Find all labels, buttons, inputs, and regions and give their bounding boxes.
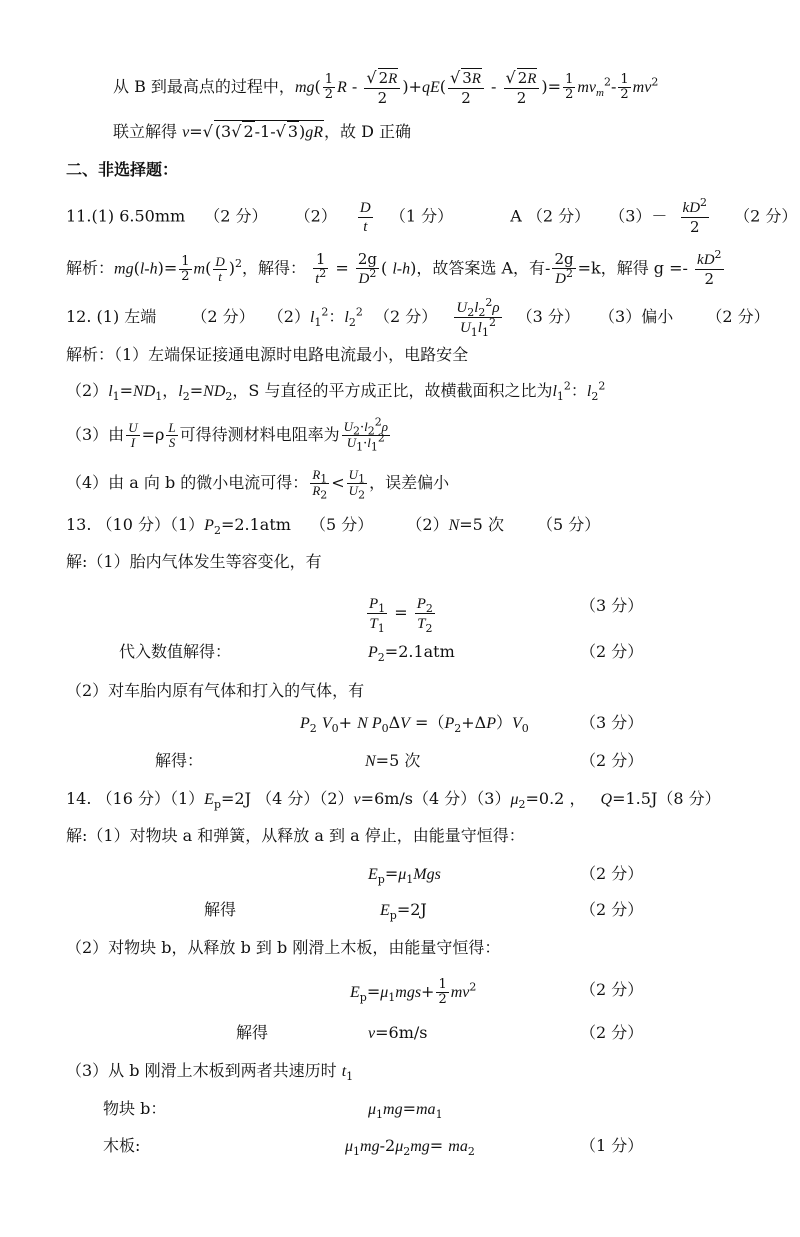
q12-a2-suffix: ，S 与直径的平方成正比，故横截面积之比为 — [232, 381, 553, 400]
q12-analysis-2: $(2)l_1=ND_1$，$l_2=ND_2$，S 与直径的平方成正比，故横截面积之比为$l_1^2$：$l_2^2$ — [66, 379, 606, 404]
q11-analysis-mid2: ，故答案选 A，有- — [416, 258, 551, 278]
q13-solution-2: （2）对车胎内原有气体和打入的气体，有 — [66, 681, 365, 700]
q13-result-1: $P_2=2.1atm$ — [368, 642, 455, 665]
line2-prefix: 联立解得 — [113, 122, 183, 141]
q13-solution-1: 解:（1）胎内气体发生等容变化，有 — [66, 552, 322, 571]
q14-result-1: $E_p=2J$ — [380, 900, 427, 923]
q14-result-2: v=6m/s — [368, 1023, 428, 1042]
q14-h1: （4 分）（2） — [256, 789, 354, 808]
q13-score1: （3 分） — [580, 596, 644, 615]
q14-score5: （1 分） — [580, 1136, 644, 1155]
q13-head-end: （5 分） — [537, 515, 601, 534]
q14-solve-label-1: 解得 — [204, 900, 237, 919]
q13-header: 13. （10 分）$(1)P_2=2.1atm$ （5 分） （2）N=5 次 （5 分） — [66, 515, 601, 538]
line-solve-v: 联立解得 v=√ (3√ 2-1-√ 3)gR，故 D 正确 — [113, 122, 412, 141]
q13-score3: （3 分） — [580, 713, 644, 732]
q11-part2: （2） — [294, 206, 337, 226]
q13-head: 13. （10 分）（1） — [66, 515, 205, 534]
q12-analysis-1: 解析：（1）左端保证接通电源时电路电流最小，电路安全 — [66, 345, 469, 364]
q11-score2: （1 分） — [389, 206, 454, 226]
q12-a3-mid: 可得待测材料电阻率为 — [179, 425, 340, 444]
q13-equation-1: $\frac{P_1}{T_1}$ = $\frac{P_2}{T_2}$ — [369, 596, 433, 635]
q14-h2: （4 分）（3） — [413, 789, 511, 808]
q14-equation-1: $E_p=\mu_1Mgs$ — [368, 864, 441, 887]
q14-solution-3: （3）从 b 刚滑上木板到两者共速历时 $t_1$ — [66, 1061, 354, 1084]
q12-score2: （2 分） — [373, 307, 438, 326]
q14-solution-1: 解:（1）对物块 a 和弹簧，从释放 a 到 a 停止，由能量守恒得： — [66, 826, 525, 845]
q14-block-label: 物块 b： — [103, 1099, 167, 1118]
q11-analysis-mid1: ，解得： — [242, 258, 307, 278]
q12-a3-prefix: （3）由 — [66, 425, 125, 444]
q11-analysis-prefix: 解析： — [66, 258, 115, 278]
q12-a4-prefix: （4）由 a 向 b 的微小电流可得： — [66, 473, 309, 492]
line1-prefix: 从 B 到最高点的过程中， — [113, 77, 295, 96]
q13-score4: （2 分） — [580, 751, 644, 770]
q14-score1: （2 分） — [580, 864, 644, 883]
q14-sol3: （3）从 b 刚滑上木板到两者共速历时 — [66, 1061, 337, 1080]
q11-part3: （3）－ — [609, 206, 668, 226]
q14-score3: （2 分） — [580, 980, 644, 999]
q11-analysis-mid3: =k，解得 g =- — [577, 258, 688, 278]
q12-score3: （3 分） — [516, 307, 580, 326]
q12-a4-suffix: ，误差偏小 — [369, 473, 450, 492]
q11-score3: （2 分） — [734, 206, 798, 226]
q14-board-equation: $\mu_1mg-2\mu_2mg= ma_2$ — [345, 1136, 475, 1159]
q14-h3: （8 分） — [657, 789, 721, 808]
q14-head: 14. （16 分）（1） — [66, 789, 205, 808]
q12-score1: （2 分） — [191, 307, 255, 326]
q11-label: 11.(1) 6.50mm — [66, 206, 186, 226]
q14-header: 14. （16 分）$(1)E_p=2J$ （4 分）（2）v=6m/s（4 分）$(3)\mu_2=0.2$ ， Q=1.5J（8 分） — [66, 789, 721, 812]
q12-analysis-4: （4）由 a 向 b 的微小电流可得： $\frac{R_1}{R_2}$ < $\frac{U_1}{U_2}$ ，误差偏小 — [66, 467, 450, 502]
line2-suffix: ，故 D 正确 — [324, 122, 412, 141]
q13-head-mid: （5 分） — [310, 515, 374, 534]
q14-board-label: 木板: — [103, 1136, 141, 1155]
q13-equation-2: $P_2$ $V_0+ N$ $P_0\Delta V =(P_2+\Delta P)V_0$ — [300, 713, 529, 736]
q11-answer3: A （2 分） — [510, 206, 591, 226]
q13-n-result: =5 次 — [375, 751, 421, 770]
q12-answers: 12. (1) 左端 （2 分） $(2)l_1^2$：$l_2^2$ （2 分） $\frac{U_2l_2^2\rho}{U_1l_1^2}$ （3 分） （3）偏小 （2 分） — [66, 296, 770, 339]
q13-substitute-label: 代入数值解得： — [119, 642, 232, 661]
q12-part2: （2） — [267, 307, 310, 326]
q14-equation-2: $E_p=\mu_1mgs+$ $\frac{1}{2}$ $mv^2$ — [350, 977, 477, 1007]
line-energy-equation: 从 B 到最高点的过程中，mg( $\frac{1}{2}$ R - $\frac{√ 2R}{2}$ )+qE( $\frac{√ 3R}{2}$ - $\frac{√ 2R}{2}$ )= $\frac{1}{2}$ $mv_m^2-$ $\frac{1}{2}$ $mv^2$ — [113, 68, 659, 107]
q13-score2: （2 分） — [580, 642, 644, 661]
q13-result-2: N=5 次 — [365, 751, 421, 770]
q14-score2: （2 分） — [580, 900, 644, 919]
q12-analysis-3: （3）由 $\frac{U}{I}$ =ρ $\frac{L}{S}$ 可得待测材料电阻率为 $\frac{U_2\cdot l_2^2\rho}{U_1\cdot l_1^2}$ — [66, 415, 389, 454]
q14-score4: （2 分） — [580, 1023, 644, 1042]
q14-solve-label-2: 解得 — [236, 1023, 269, 1042]
q11-answers: 11.(1) 6.50mm （2 分） （2） $\frac{D}{t}$ （1 分） A （2 分） （3）－ $\frac{kD^2}{2}$ （2 分） — [66, 196, 798, 236]
q11-analysis: 解析：mg(l-h)= $\frac{1}{2}$ m( $\frac{D}{t}$ )$^2$，解得： $\frac{1}{t^2}$ = $\frac{2g}{D^2}$ ( l-h)，故答案选 A，有- $\frac{2g}{D^2}$ =k，解得 g =- $\frac{kD^2}{2}$ — [66, 248, 722, 288]
q13-solve-label: 解得： — [155, 751, 204, 770]
line1-eq: = — [547, 77, 562, 96]
q12-label: 12. (1) 左端 — [66, 307, 157, 326]
section-heading: 二、非选择题： — [66, 160, 179, 179]
q13-head-p2: （2） — [406, 515, 449, 534]
q12-answer4: （3）偏小 — [599, 307, 674, 326]
q14-block-equation: $\mu_1mg=ma_1$ — [368, 1099, 443, 1122]
q14-solution-2: （2）对物块 b，从释放 b 到 b 刚滑上木板，由能量守恒得： — [66, 938, 501, 957]
q11-score1: （2 分） — [204, 206, 268, 226]
q12-score4: （2 分） — [706, 307, 770, 326]
